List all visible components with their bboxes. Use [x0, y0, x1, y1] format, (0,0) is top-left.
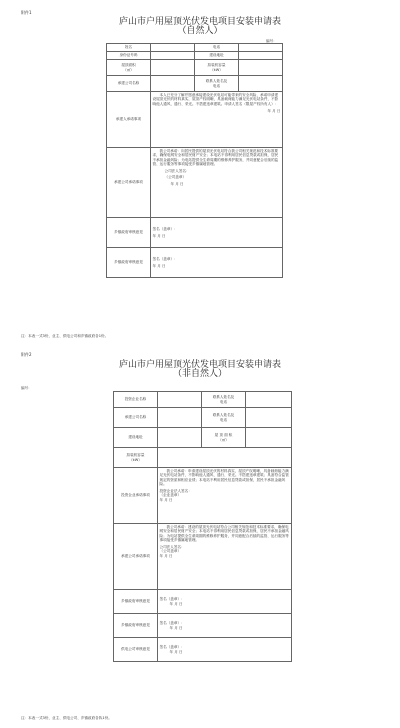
f2-roof-label: 屋 顶 面 积 （㎡） — [202, 428, 246, 448]
company-date: 年 月 日 — [170, 182, 184, 187]
form2-subtitle: （非自然人） — [172, 369, 227, 379]
invest-contact-field[interactable] — [246, 392, 292, 408]
capacity-field[interactable] — [239, 60, 283, 76]
id-field[interactable] — [151, 52, 195, 60]
build-sign: 公司法人签名： — [159, 544, 185, 549]
f2-roof-field[interactable] — [246, 428, 292, 448]
street-date: 年 月 日 — [152, 263, 166, 268]
invest-commit-text: 我公司承诺：申请建设屋顶光伏的材料真实，屋顶产权明晰，具备载荷能力满足光伏电站条件，不影响他人通风、通行、采光。不搭建违章建筑；具备符合监管规定的资质和相应业绩；本电站不利用居民信息贷款或担保，居民不承担金融风险。 — [159, 468, 289, 487]
street-label: 乡镇政府审核意见 — [107, 248, 151, 278]
f2-street-date: 年 月 日 — [169, 625, 183, 630]
address-field[interactable] — [239, 52, 283, 60]
form1-number-label: 编号： — [266, 39, 277, 43]
id-label: 身份证号码 — [107, 52, 151, 60]
attachment-1-label: 附件1 — [21, 10, 32, 15]
invest-contact-label: 联系人姓名及 电话 — [202, 392, 246, 408]
contact-label: 联系人姓名及 电话 — [195, 76, 239, 92]
invest-sign: 投资企业法人签名： — [159, 488, 192, 493]
company-commit-label: 承建公司承诺事项 — [107, 148, 151, 218]
company-commit-cell[interactable] — [151, 148, 283, 218]
company-sign: 公司法人签名： — [164, 168, 190, 173]
roof-area-label: 屋顶面积 （㎡） — [107, 60, 151, 76]
f2-street-cell[interactable] — [158, 614, 292, 638]
f2-town-sign: 签名（盖章）： — [159, 596, 185, 601]
phone-field[interactable] — [239, 44, 283, 52]
form1-table — [106, 43, 283, 278]
build-date: 年 月 日 — [159, 554, 173, 559]
commit-text: 本人已充分了解并愿意承接建设光伏电站可能带来的安全风险，承诺申请建设屋顶光伏的材料真实，屋顶产权明晰，具备载荷能力满足光伏电站条件，不影响他人通风、通行、采光。不搭建违章建筑。申请人签名（限屋产权所有人）： — [152, 92, 279, 106]
build-commit-text: 我公司承诺：建设的屋顶光伏电站符合公司相关规范和技术标准要求，确保电网安全和居民财产安全；本电站不得利用居民信息贷款或担保，居民不承担金融风险；为电站提供全生命周期的维修养护服务，并同意配合后续的监管、运行服务等事项接受乡镇属地管理。 — [159, 524, 289, 543]
form2-note: 注：本表一式3份，业主、供电公司、乡镇政府各执1份。 — [21, 716, 112, 720]
street-sign: 签名（盖章）： — [152, 256, 178, 261]
f2-address-label: 建设地址 — [114, 428, 158, 448]
commit-label: 承建人承诺事项 — [107, 92, 151, 148]
town-date: 年 月 日 — [152, 233, 166, 238]
invest-name-field[interactable] — [158, 392, 202, 408]
f2-street-label: 乡镇政府审核意见 — [114, 614, 158, 638]
build-company-label: 承建公司名称 — [114, 408, 158, 428]
form1-title: 庐山市户用屋顶光伏发电项目安装申请表 — [118, 17, 281, 27]
name-field[interactable] — [151, 44, 195, 52]
attachment-2-label: 附件2 — [21, 352, 32, 357]
form2-title: 庐山市户用屋顶光伏发电项目安装申请表 — [118, 360, 281, 370]
f2-power-label: 供电公司审核意见 — [114, 638, 158, 662]
f2-town-cell[interactable] — [158, 590, 292, 614]
company-field[interactable] — [151, 76, 195, 92]
commit-date: 年 月 日 — [267, 109, 281, 114]
invest-commit-cell[interactable] — [158, 468, 292, 524]
f2-power-sign: 签名（盖章）： — [159, 644, 185, 649]
f2-capacity-field[interactable] — [158, 448, 292, 468]
f2-address-field[interactable] — [158, 428, 202, 448]
build-seal: （公司盖章） — [159, 549, 182, 554]
company-commit-text: 我公司承诺：向居民提供的屋顶光伏电站符合我公司相关规范和技术标准要求，确保电网安全和居民财产安全；本电站不得利用居民信息贷款或担保，居民不承担金融风险；为电站提供全生命周期的维修养护服务，并同意配合后续的监管、运行服务等事项接受乡镇属地管理。 — [152, 148, 279, 167]
roof-area-field[interactable] — [151, 60, 195, 76]
invest-commit-label: 投资企业承诺事项 — [114, 468, 158, 524]
f2-town-label: 乡镇政府审核意见 — [114, 590, 158, 614]
form1-note: 注：本表一式3份，业主、供电公司和乡镇政府各1份。 — [21, 334, 109, 338]
town-label: 乡镇政府审核意见 — [107, 218, 151, 248]
f2-capacity-label: 拟装机容量 （kW） — [114, 448, 158, 468]
town-sign: 签名（盖章）： — [152, 226, 178, 231]
company-seal: （公司盖章） — [164, 175, 187, 180]
commit-cell[interactable] — [151, 92, 283, 148]
form1-subtitle: （自然人） — [177, 26, 223, 36]
name-label: 姓名 — [107, 44, 151, 52]
company-label: 承建公司名称 — [107, 76, 151, 92]
invest-name-label: 投资企业名称 — [114, 392, 158, 408]
form2-number-label: 编号： — [21, 386, 32, 390]
invest-date: 年 月 日 — [159, 498, 173, 503]
build-commit-cell[interactable] — [158, 524, 292, 590]
invest-seal: （企业盖章） — [159, 493, 182, 498]
f2-power-date: 年 月 日 — [169, 649, 183, 654]
build-company-field[interactable] — [158, 408, 202, 428]
capacity-label: 拟装机容量 （kW） — [195, 60, 239, 76]
build-contact-label: 联系人姓名及 电话 — [202, 408, 246, 428]
town-cell[interactable] — [151, 218, 283, 248]
form2-table — [113, 391, 292, 662]
street-cell[interactable] — [151, 248, 283, 278]
f2-power-cell[interactable] — [158, 638, 292, 662]
build-contact-field[interactable] — [246, 408, 292, 428]
build-commit-label: 承建公司承诺事项 — [114, 524, 158, 590]
phone-label: 电话 — [195, 44, 239, 52]
f2-town-date: 年 月 日 — [169, 601, 183, 606]
address-label: 建设地址 — [195, 52, 239, 60]
contact-field[interactable] — [239, 76, 283, 92]
f2-street-sign: 签名（盖章）： — [159, 620, 185, 625]
